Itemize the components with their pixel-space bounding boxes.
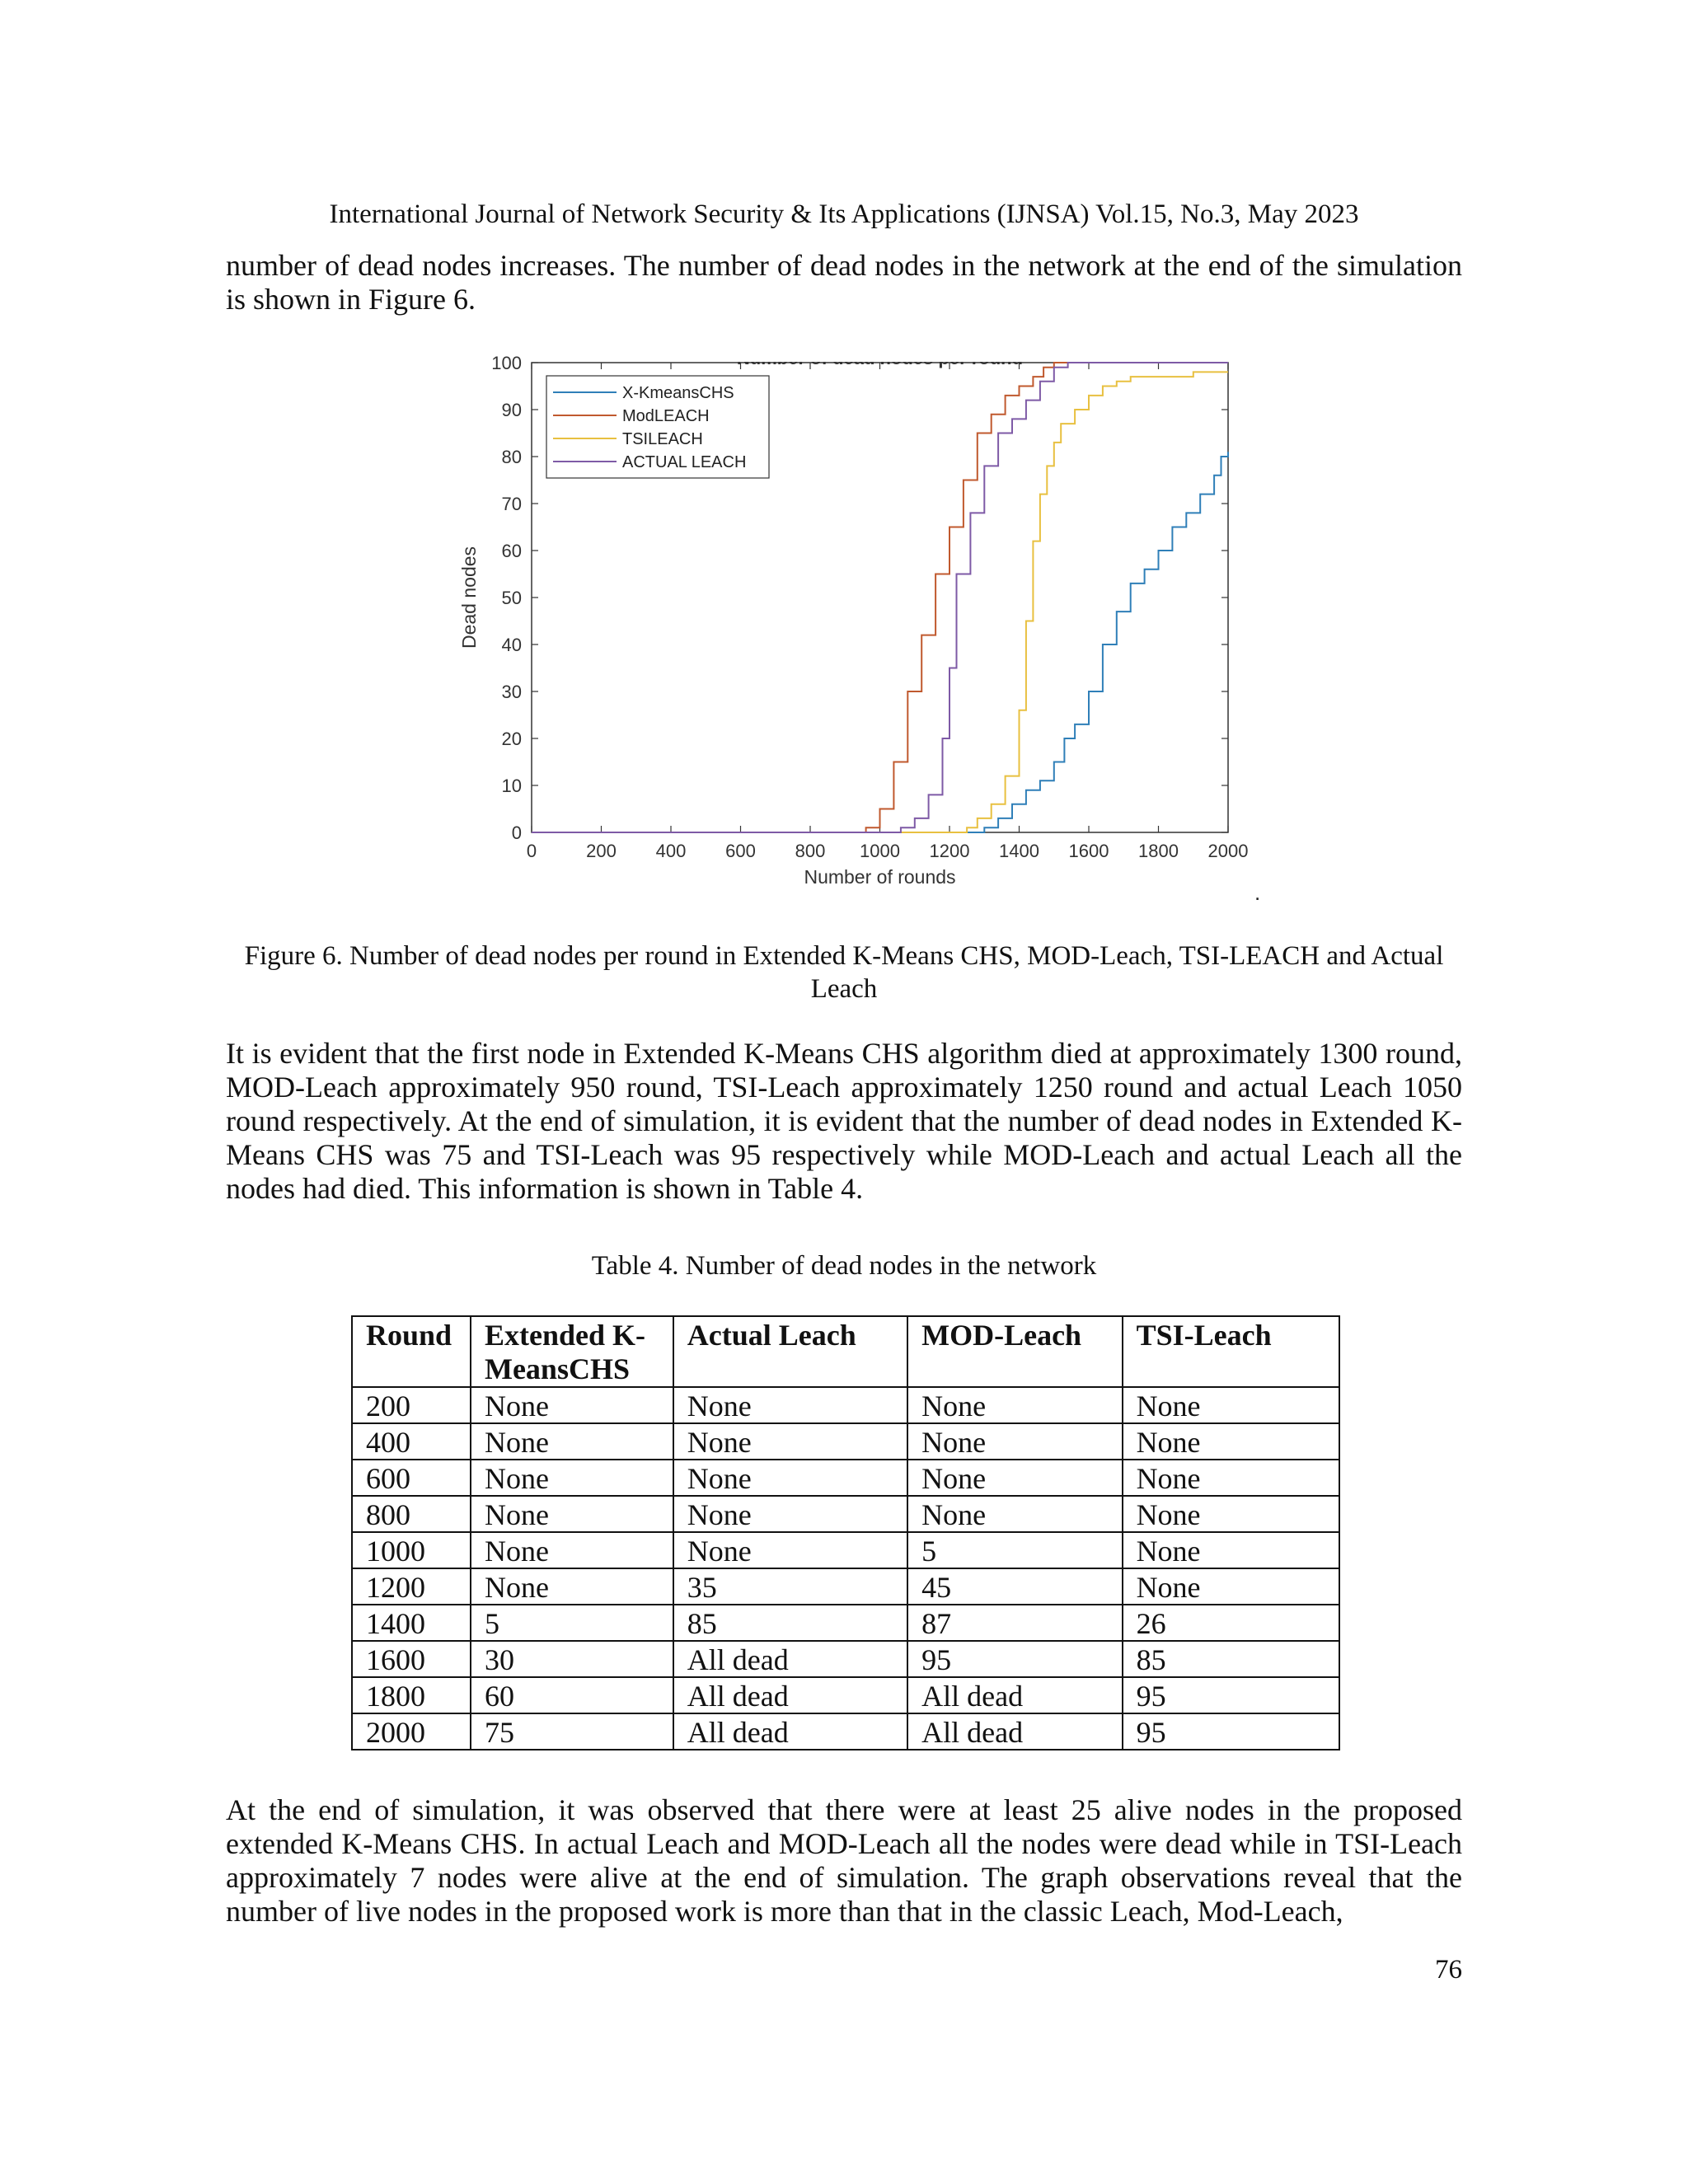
table-cell: 35	[673, 1568, 907, 1605]
table-cell: None	[471, 1460, 673, 1496]
dead-nodes-line-chart	[445, 338, 1269, 915]
table-cell: None	[673, 1496, 907, 1532]
x-tick-label: 1800	[1138, 841, 1179, 861]
table-cell: 1200	[352, 1568, 471, 1605]
table-cell: 75	[471, 1713, 673, 1750]
conclusion-paragraph: At the end of simulation, it was observed that there were at least 25 alive nodes in the proposed extended K-Means CHS. In actual Leach and MOD-Leach all the nodes were dead while in TSI-Leach approximately 7 nodes were alive at the end of simulation. The graph observations reveal that the number of live nodes in the proposed work is more than that in the classic Leach, Mod-Leach,	[226, 1793, 1462, 1928]
table-cell: 200	[352, 1387, 471, 1423]
table-header-cell: Extended K- MeansCHS	[471, 1316, 673, 1387]
table-cell: None	[1123, 1387, 1339, 1423]
x-tick-label: 0	[526, 841, 537, 861]
table-cell: 60	[471, 1677, 673, 1713]
table-cell: 400	[352, 1423, 471, 1460]
figure-caption: Figure 6. Number of dead nodes per round in Extended K-Means CHS, MOD-Leach, TSI-LEACH and Actual Leach	[244, 941, 1444, 1004]
x-tick-label: 1000	[860, 841, 900, 861]
intro-paragraph: number of dead nodes increases. The number of dead nodes in the network at the end of the simulation is shown in Figure 6.	[226, 249, 1462, 316]
table-cell: 5	[907, 1532, 1122, 1568]
table-cell: 30	[471, 1641, 673, 1677]
page-header: International Journal of Network Security & Its Applications (IJNSA) Vol.15, No.3, May 2023	[329, 199, 1359, 229]
x-tick-label: 1400	[999, 841, 1039, 861]
table-header-cell: Actual Leach	[673, 1316, 907, 1387]
table-row	[352, 1641, 1339, 1677]
x-tick-label: 800	[795, 841, 826, 861]
table-cell: 600	[352, 1460, 471, 1496]
table-cell: None	[471, 1423, 673, 1460]
table-cell: None	[673, 1460, 907, 1496]
table-cell: None	[673, 1423, 907, 1460]
y-tick-label: 0	[511, 823, 522, 843]
table-cell: 1600	[352, 1641, 471, 1677]
table-cell: 95	[1123, 1713, 1339, 1750]
table-header-cell: MOD-Leach	[907, 1316, 1122, 1387]
x-tick-label: 600	[725, 841, 756, 861]
table-row	[352, 1387, 1339, 1423]
table-cell: None	[1123, 1532, 1339, 1568]
y-tick-label: 40	[501, 635, 522, 655]
table-row	[352, 1605, 1339, 1641]
chart-title-mask	[523, 338, 1236, 362]
table-cell: None	[1123, 1496, 1339, 1532]
y-axis-label: Dead nodes	[458, 546, 480, 649]
table-cell: All dead	[907, 1677, 1122, 1713]
legend-label: X-KmeansCHS	[622, 384, 734, 402]
table-cell: 87	[907, 1605, 1122, 1641]
y-tick-label: 80	[501, 447, 522, 467]
series-line-x-kmeanschs	[532, 452, 1228, 832]
y-tick-label: 90	[501, 400, 522, 420]
table-cell: 1400	[352, 1605, 471, 1641]
table-row	[352, 1496, 1339, 1532]
table-cell: All dead	[673, 1641, 907, 1677]
table-cell: 2000	[352, 1713, 471, 1750]
table-cell: None	[673, 1387, 907, 1423]
table-cell: 95	[1123, 1677, 1339, 1713]
dead-nodes-table	[351, 1315, 1340, 1750]
table-cell: 85	[1123, 1641, 1339, 1677]
table-cell: 26	[1123, 1605, 1339, 1641]
table-caption: Table 4. Number of dead nodes in the network	[591, 1251, 1097, 1281]
y-tick-label: 70	[501, 494, 522, 514]
table-row	[352, 1568, 1339, 1605]
table-header-row	[352, 1316, 1339, 1387]
table-cell: None	[907, 1423, 1122, 1460]
table-cell: None	[907, 1460, 1122, 1496]
table-cell: None	[1123, 1423, 1339, 1460]
table-row	[352, 1460, 1339, 1496]
table-row	[352, 1713, 1339, 1750]
table-cell: 800	[352, 1496, 471, 1532]
table-cell: None	[1123, 1460, 1339, 1496]
analysis-paragraph: It is evident that the first node in Extended K-Means CHS algorithm died at approximately 1300 round, MOD-Leach approximately 950 round, TSI-Leach approximately 1250 round and actual Leach 1050 round respectively. At the end of simulation, it is evident that the number of dead nodes in Extended K-Means CHS was 75 and TSI-Leach was 95 respectively while MOD-Leach and actual Leach all the nodes had died. This information is shown in Table 4.	[226, 1037, 1462, 1205]
table-cell: 5	[471, 1605, 673, 1641]
x-axis-label: Number of rounds	[804, 866, 956, 888]
table-cell: None	[471, 1496, 673, 1532]
figure-6-chart	[445, 338, 1269, 915]
table-row	[352, 1532, 1339, 1568]
x-tick-label: 400	[655, 841, 687, 861]
table-cell: None	[673, 1532, 907, 1568]
table-cell: None	[907, 1387, 1122, 1423]
table-cell: 1800	[352, 1677, 471, 1713]
table-cell: 1000	[352, 1532, 471, 1568]
table-cell: 45	[907, 1568, 1122, 1605]
table-cell: None	[471, 1387, 673, 1423]
table-cell: 95	[907, 1641, 1122, 1677]
y-tick-label: 50	[501, 588, 522, 608]
table-cell: All dead	[673, 1677, 907, 1713]
table-cell: None	[1123, 1568, 1339, 1605]
page-number: 76	[1435, 1955, 1462, 1985]
table-row	[352, 1677, 1339, 1713]
y-tick-label: 60	[501, 541, 522, 561]
table-cell: None	[471, 1568, 673, 1605]
legend-label: TSILEACH	[622, 430, 703, 448]
y-tick-label: 20	[501, 729, 522, 749]
x-tick-label: 1600	[1068, 841, 1109, 861]
figure-trailing-mark: .	[1254, 880, 1261, 905]
x-tick-label: 200	[586, 841, 617, 861]
table-cell: None	[471, 1532, 673, 1568]
table-cell: None	[907, 1496, 1122, 1532]
legend-label: ACTUAL LEACH	[622, 453, 747, 471]
y-tick-label: 30	[501, 682, 522, 702]
legend-label: ModLEACH	[622, 407, 710, 425]
table-cell: All dead	[907, 1713, 1122, 1750]
y-tick-label: 100	[491, 353, 522, 373]
table-header-cell: Round	[352, 1316, 471, 1387]
x-tick-label: 1200	[929, 841, 970, 861]
table-cell: All dead	[673, 1713, 907, 1750]
table-row	[352, 1423, 1339, 1460]
x-tick-label: 2000	[1207, 841, 1249, 861]
y-tick-label: 10	[501, 776, 522, 796]
table-cell: 85	[673, 1605, 907, 1641]
table-header-cell: TSI-Leach	[1123, 1316, 1339, 1387]
